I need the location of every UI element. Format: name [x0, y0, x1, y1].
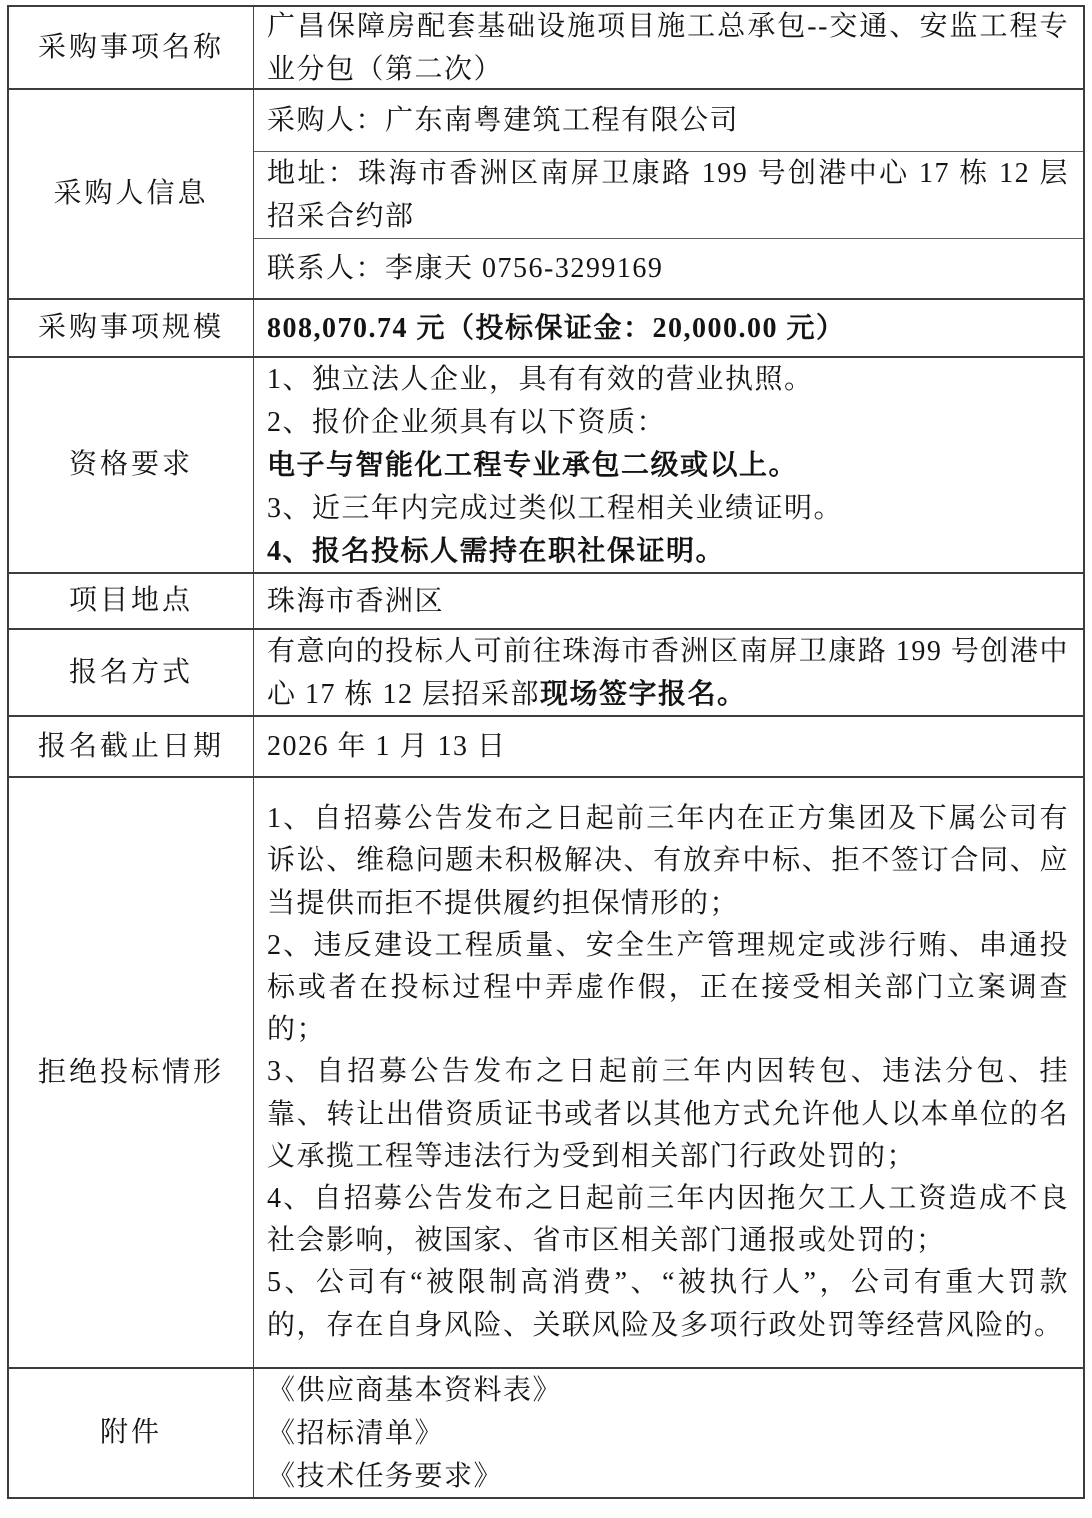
purchaser-address-row: 地址：珠海市香洲区南屏卫康路 199 号创港中心 17 栋 12 层招采合约部: [254, 152, 1083, 239]
registration-text-bold: 现场签字报名。: [540, 678, 747, 710]
qualification-line-4: 3、近三年内完成过类似工程相关业绩证明。: [267, 492, 844, 524]
rejection-item-2: 2、违反建设工程质量、安全生产管理规定或涉行贿、串通投标或者在投标过程中弄虚作假，正在接受相关部门立案调查的；: [267, 929, 1069, 1046]
row-label-location: 项目地点: [9, 574, 254, 628]
row-value-attachments: [254, 1369, 1083, 1497]
row-label-purchaser: 采购人信息: [9, 90, 254, 298]
table-row-qualification: [9, 358, 1083, 574]
rejection-item-3: 3、自招募公告发布之日起前三年内因转包、违法分包、挂靠、转让出借资质证书或者以其他方式允许他人以本单位的名义承揽工程等违法行为受到相关部门行政处罚的；: [267, 1056, 1069, 1172]
row-label-name: 采购事项名称: [9, 7, 254, 88]
row-label-deadline: 报名截止日期: [9, 717, 254, 776]
row-value-location: [254, 574, 1083, 628]
row-value-qualification: [254, 358, 1083, 572]
row-label-attachments: 附件: [9, 1369, 254, 1497]
procurement-name-text: 广昌保障房配套基础设施项目施工总承包--交通、安监工程专业分包（第二次）: [267, 10, 1069, 85]
attachment-item-1: 《供应商基本资料表》: [267, 1374, 563, 1406]
row-label-scale: 采购事项规模: [9, 300, 254, 356]
table-row-attachments: [9, 1369, 1083, 1497]
table-row-scale: [9, 300, 1083, 358]
scale-amount-text: 808,070.74 元（投标保证金：20,000.00 元）: [267, 312, 846, 344]
row-label-registration: 报名方式: [9, 630, 254, 715]
purchaser-name-row: 采购人：广东南粤建筑工程有限公司: [254, 90, 1083, 152]
row-value-registration: [254, 630, 1083, 715]
row-value-deadline: [254, 717, 1083, 776]
attachment-item-3: 《技术任务要求》: [267, 1460, 504, 1492]
registration-text: [267, 630, 1069, 716]
attachment-item-2: 《招标清单》: [267, 1417, 445, 1449]
table-row-name: [9, 7, 1083, 90]
row-value-scale: [254, 300, 1083, 356]
table-row-rejection: [9, 778, 1083, 1369]
qualification-line-5: 4、报名投标人需持在职社保证明。: [267, 535, 726, 567]
row-label-rejection: 拒绝投标情形: [9, 778, 254, 1367]
qualification-line-2: 2、报价企业须具有以下资质：: [267, 406, 667, 438]
purchaser-sub-rows: [254, 90, 1083, 298]
row-value-name: [254, 7, 1083, 88]
qualification-line-3: 电子与智能化工程专业承包二级或以上。: [267, 449, 799, 481]
row-label-qualification: 资格要求: [9, 358, 254, 572]
rejection-item-5: 5、公司有“被限制高消费”、“被执行人”，公司有重大罚款的，存在自身风险、关联风险及多项行政处罚等经营风险的。: [267, 1267, 1069, 1341]
registration-text-normal: 有意向的投标人可前往珠海市香洲区南屏卫康路 199 号创港中心 17 栋 12 层招采部: [267, 635, 1069, 710]
location-text: 珠海市香洲区: [267, 585, 445, 617]
rejection-item-1: 1、自招募公告发布之日起前三年内在正方集团及下属公司有诉讼、维稳问题未积极解决、有放弃中标、拒不签订合同、应当提供而拒不提供履约担保情形的；: [267, 803, 1069, 919]
row-value-rejection: [254, 778, 1083, 1367]
table-row-deadline: [9, 717, 1083, 778]
table-row-location: [9, 574, 1083, 630]
qualification-line-1: 1、独立法人企业，具有有效的营业执照。: [267, 363, 814, 395]
purchaser-contact-row: 联系人：李康天 0756-3299169: [267, 253, 664, 284]
rejection-item-4: 4、自招募公告发布之日起前三年内因拖欠工人工资造成不良社会影响，被国家、省市区相关部门通报或处罚的；: [267, 1183, 1069, 1257]
deadline-date-text: 2026 年 1 月 13 日: [267, 731, 507, 762]
table-row-purchaser: [9, 90, 1083, 300]
table-row-registration: [9, 630, 1083, 717]
procurement-table: [7, 5, 1085, 1499]
